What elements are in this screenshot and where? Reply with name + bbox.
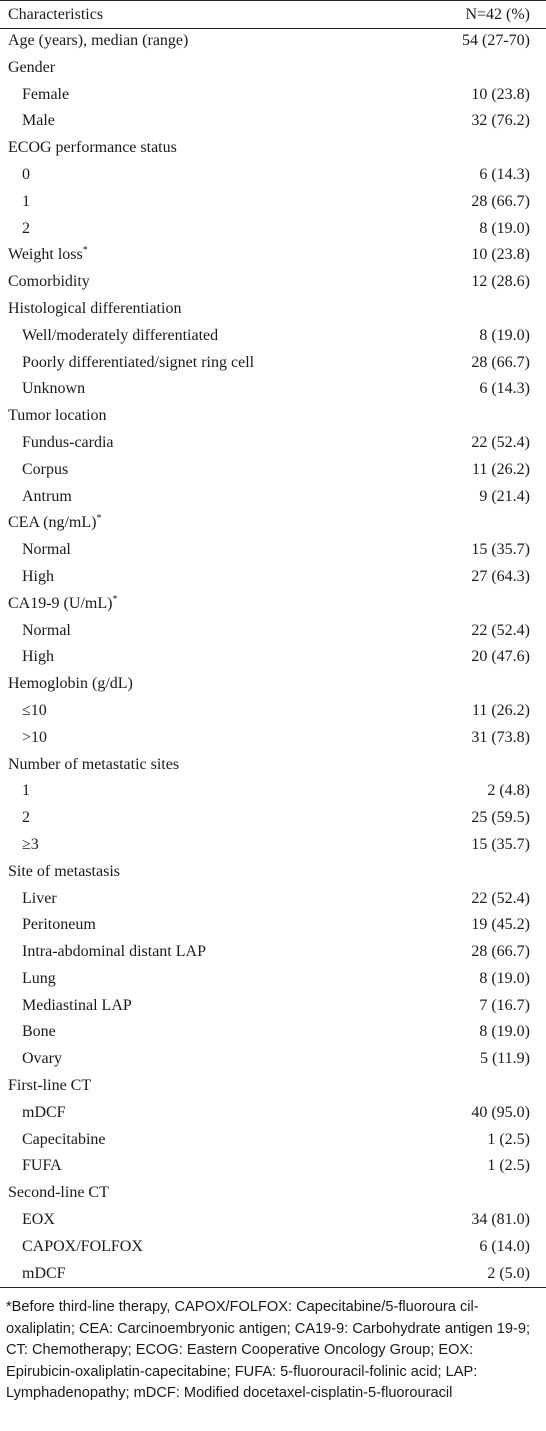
row-value: 6 (14.3) [479, 165, 530, 183]
row-label [22, 1100, 66, 1127]
row-label-text: ≤10 [22, 701, 47, 719]
row-label-text: CAPOX/FOLFOX [22, 1237, 143, 1255]
table-footnote: *Before third-line therapy, CAPOX/FOLFOX: Capecitabine/5-fluoroura cil-oxaliplatin; CEA: Carcinoembryonic antigen; CA19-9: Carbohydrate antigen 19-9; CT: Chemotherapy; ECOG: Eastern Cooperative Oncology Group; EOX: Epirubicin-oxaliplatin-capecitabine; FUFA: 5-fluorouracil-folinic acid; LAP: Lymphadenopathy; mDCF: Modified docetaxel-cisplatin-5-fluorouracil [6, 1299, 531, 1401]
row-value: 19 (45.2) [471, 916, 530, 934]
row-label [8, 242, 88, 269]
row-value: 15 (35.7) [471, 835, 530, 853]
row-label [8, 591, 117, 618]
table-row [0, 28, 546, 55]
row-label-text: mDCF [22, 1264, 66, 1282]
footnote-marker: * [96, 513, 102, 525]
row-label-text: Male [22, 112, 55, 130]
row-label-text: Normal [22, 541, 71, 559]
row-label-text: Capecitabine [22, 1130, 106, 1148]
row-label [22, 725, 47, 752]
row-value: 8 (19.0) [479, 1023, 530, 1041]
row-label-text: Number of metastatic sites [8, 755, 180, 773]
table-row [0, 269, 546, 296]
row-label-text: Hemoglobin (g/dL) [8, 675, 133, 693]
header-characteristics: Characteristics [8, 6, 104, 23]
row-value: 1 (2.5) [487, 1157, 530, 1175]
row-label-text: Age (years), median (range) [8, 32, 189, 49]
table-row [0, 296, 546, 323]
row-label-text: Liver [22, 889, 57, 907]
row-label [8, 403, 107, 430]
table-row [0, 939, 546, 966]
row-label [22, 1046, 62, 1073]
row-label [22, 886, 57, 913]
row-value: 2 (4.8) [487, 782, 530, 800]
table-row [0, 618, 546, 645]
row-label [22, 618, 71, 645]
row-value: 20 (47.6) [471, 648, 530, 666]
table-row [0, 1127, 546, 1154]
row-value: 11 (26.2) [471, 460, 530, 478]
row-value: 2 (5.0) [487, 1264, 530, 1282]
row-label [22, 108, 55, 135]
row-value: 12 (28.6) [471, 273, 530, 291]
row-label [22, 376, 85, 403]
row-label [8, 135, 177, 162]
row-label-text: Poorly differentiated/signet ring cell [22, 353, 255, 371]
row-value: 34 (81.0) [471, 1211, 530, 1229]
row-label-text: EOX [22, 1211, 55, 1229]
row-value: 22 (52.4) [471, 621, 530, 639]
table-row [0, 82, 546, 109]
row-label [22, 537, 71, 564]
row-label [22, 430, 114, 457]
row-value: 6 (14.0) [479, 1237, 530, 1255]
table-row [0, 966, 546, 993]
row-value: 40 (95.0) [471, 1103, 530, 1121]
footnote-marker: * [82, 245, 88, 257]
row-label [22, 1019, 56, 1046]
row-label-text: Histological differentiation [8, 299, 182, 317]
row-value: 1 (2.5) [487, 1130, 530, 1148]
row-value: 28 (66.7) [471, 353, 530, 371]
row-label-text: High [22, 648, 54, 666]
row-label [22, 1207, 55, 1234]
table-body [0, 28, 546, 1287]
row-label-text: Mediastinal LAP [22, 996, 132, 1014]
row-value: 32 (76.2) [471, 112, 530, 130]
table-row [0, 778, 546, 805]
row-label [8, 859, 120, 886]
table-row [0, 1046, 546, 1073]
table-top-rule [0, 0, 546, 1]
row-label-text: FUFA [22, 1157, 62, 1175]
row-label-text: ≥3 [22, 835, 39, 853]
row-label-text: Comorbidity [8, 273, 90, 291]
row-label-text: Female [22, 85, 70, 103]
table-row [0, 805, 546, 832]
table-row [0, 350, 546, 377]
row-label-text: Ovary [22, 1050, 62, 1068]
row-value: 6 (14.3) [479, 380, 530, 398]
row-label [8, 55, 55, 82]
table-row [0, 912, 546, 939]
table-row [0, 832, 546, 859]
row-value: 9 (21.4) [479, 487, 530, 505]
row-label [22, 564, 54, 591]
row-value: 5 (11.9) [479, 1050, 530, 1068]
table-header-row [0, 2, 546, 28]
row-label [8, 1180, 109, 1207]
row-value: 8 (19.0) [479, 219, 530, 237]
table-row [0, 1207, 546, 1234]
row-label [22, 805, 30, 832]
table-row [0, 537, 546, 564]
table-row [0, 323, 546, 350]
row-label [8, 269, 90, 296]
row-label-text: ECOG performance status [8, 139, 177, 157]
row-label-text: 1 [22, 192, 30, 210]
table-row [0, 403, 546, 430]
table-row [0, 430, 546, 457]
footnote-marker: * [112, 593, 118, 605]
table-row [0, 510, 546, 537]
table-bottom-rule [0, 1287, 546, 1288]
table-row [0, 242, 546, 269]
table-row [0, 135, 546, 162]
row-label-text: Fundus-cardia [22, 433, 114, 451]
row-label-text: Gender [8, 58, 56, 76]
table-row [0, 484, 546, 511]
table-row [0, 216, 546, 243]
table-row [0, 55, 546, 82]
row-label [22, 189, 30, 216]
row-label [8, 28, 188, 55]
row-label [8, 510, 101, 537]
table-row [0, 886, 546, 913]
row-label [8, 671, 133, 698]
table-row [0, 752, 546, 779]
table-row [0, 1234, 546, 1261]
row-value: 7 (16.7) [479, 996, 530, 1014]
table-row [0, 162, 546, 189]
row-label [22, 323, 218, 350]
table-row [0, 564, 546, 591]
row-label-text: Unknown [22, 380, 86, 398]
row-label [22, 1234, 143, 1261]
table-row [0, 671, 546, 698]
row-label [22, 912, 96, 939]
row-label [22, 350, 254, 377]
table-row [0, 698, 546, 725]
row-label [22, 1127, 106, 1154]
row-label-text: CEA (ng/mL) [8, 514, 97, 532]
row-value: 25 (59.5) [471, 809, 530, 827]
table-row [0, 859, 546, 886]
table-row [0, 1073, 546, 1100]
row-label-text: Peritoneum [22, 916, 96, 934]
row-label-text: 2 [22, 219, 30, 237]
row-value: 28 (66.7) [471, 192, 530, 210]
row-label [8, 296, 181, 323]
row-label-text: Intra-abdominal distant LAP [22, 943, 206, 961]
table-row [0, 1019, 546, 1046]
row-label-text: 0 [22, 165, 30, 183]
row-label [22, 162, 30, 189]
row-label-text: Weight loss [8, 246, 83, 264]
table-row [0, 725, 546, 752]
row-label-text: Site of metastasis [8, 862, 120, 880]
row-label-text: Second-line CT [8, 1184, 109, 1202]
row-value: 22 (52.4) [471, 433, 530, 451]
row-label [22, 82, 69, 109]
table-row [0, 376, 546, 403]
table-row [0, 1261, 546, 1288]
row-label-text: Well/moderately differentiated [22, 326, 219, 344]
row-label [22, 457, 68, 484]
table-row [0, 108, 546, 135]
row-label [22, 993, 132, 1020]
row-label [22, 216, 30, 243]
row-label-text: mDCF [22, 1103, 66, 1121]
row-label [22, 484, 72, 511]
row-value: 11 (26.2) [471, 701, 530, 719]
table-row [0, 189, 546, 216]
row-value: 28 (66.7) [471, 943, 530, 961]
row-value: 8 (19.0) [479, 326, 530, 344]
row-value: 15 (35.7) [471, 541, 530, 559]
row-label [22, 1261, 66, 1288]
row-value: 10 (23.8) [471, 85, 530, 103]
row-label-text: High [22, 567, 54, 585]
table-row [0, 1153, 546, 1180]
row-value: 8 (19.0) [479, 969, 530, 987]
row-label [22, 778, 30, 805]
row-value: 22 (52.4) [471, 889, 530, 907]
row-label-text: 2 [22, 809, 30, 827]
row-label [22, 939, 206, 966]
row-value: 10 (23.8) [471, 246, 530, 264]
table-row [0, 1180, 546, 1207]
row-label-text: Normal [22, 621, 71, 639]
row-label-text: Bone [22, 1023, 56, 1041]
row-value: 54 (27-70) [462, 32, 530, 49]
row-label-text: 1 [22, 782, 30, 800]
row-label-text: Lung [22, 969, 56, 987]
row-label [22, 1153, 62, 1180]
row-label-text: Tumor location [8, 407, 107, 425]
row-label [8, 1073, 91, 1100]
table-row [0, 591, 546, 618]
header-n-count: N=42 (%) [465, 6, 530, 23]
row-label [22, 698, 47, 725]
row-label-text: Corpus [22, 460, 69, 478]
row-value: 27 (64.3) [471, 567, 530, 585]
table-row [0, 457, 546, 484]
row-label-text: CA19-9 (U/mL) [8, 594, 113, 612]
row-label-text: First-line CT [8, 1077, 92, 1095]
table-row [0, 1100, 546, 1127]
table-row [0, 993, 546, 1020]
row-value: 31 (73.8) [471, 728, 530, 746]
row-label [22, 644, 54, 671]
row-label [8, 752, 179, 779]
row-label [22, 966, 56, 993]
table-row [0, 644, 546, 671]
row-label-text: >10 [22, 728, 48, 746]
row-label [22, 832, 39, 859]
row-label-text: Antrum [22, 487, 72, 505]
